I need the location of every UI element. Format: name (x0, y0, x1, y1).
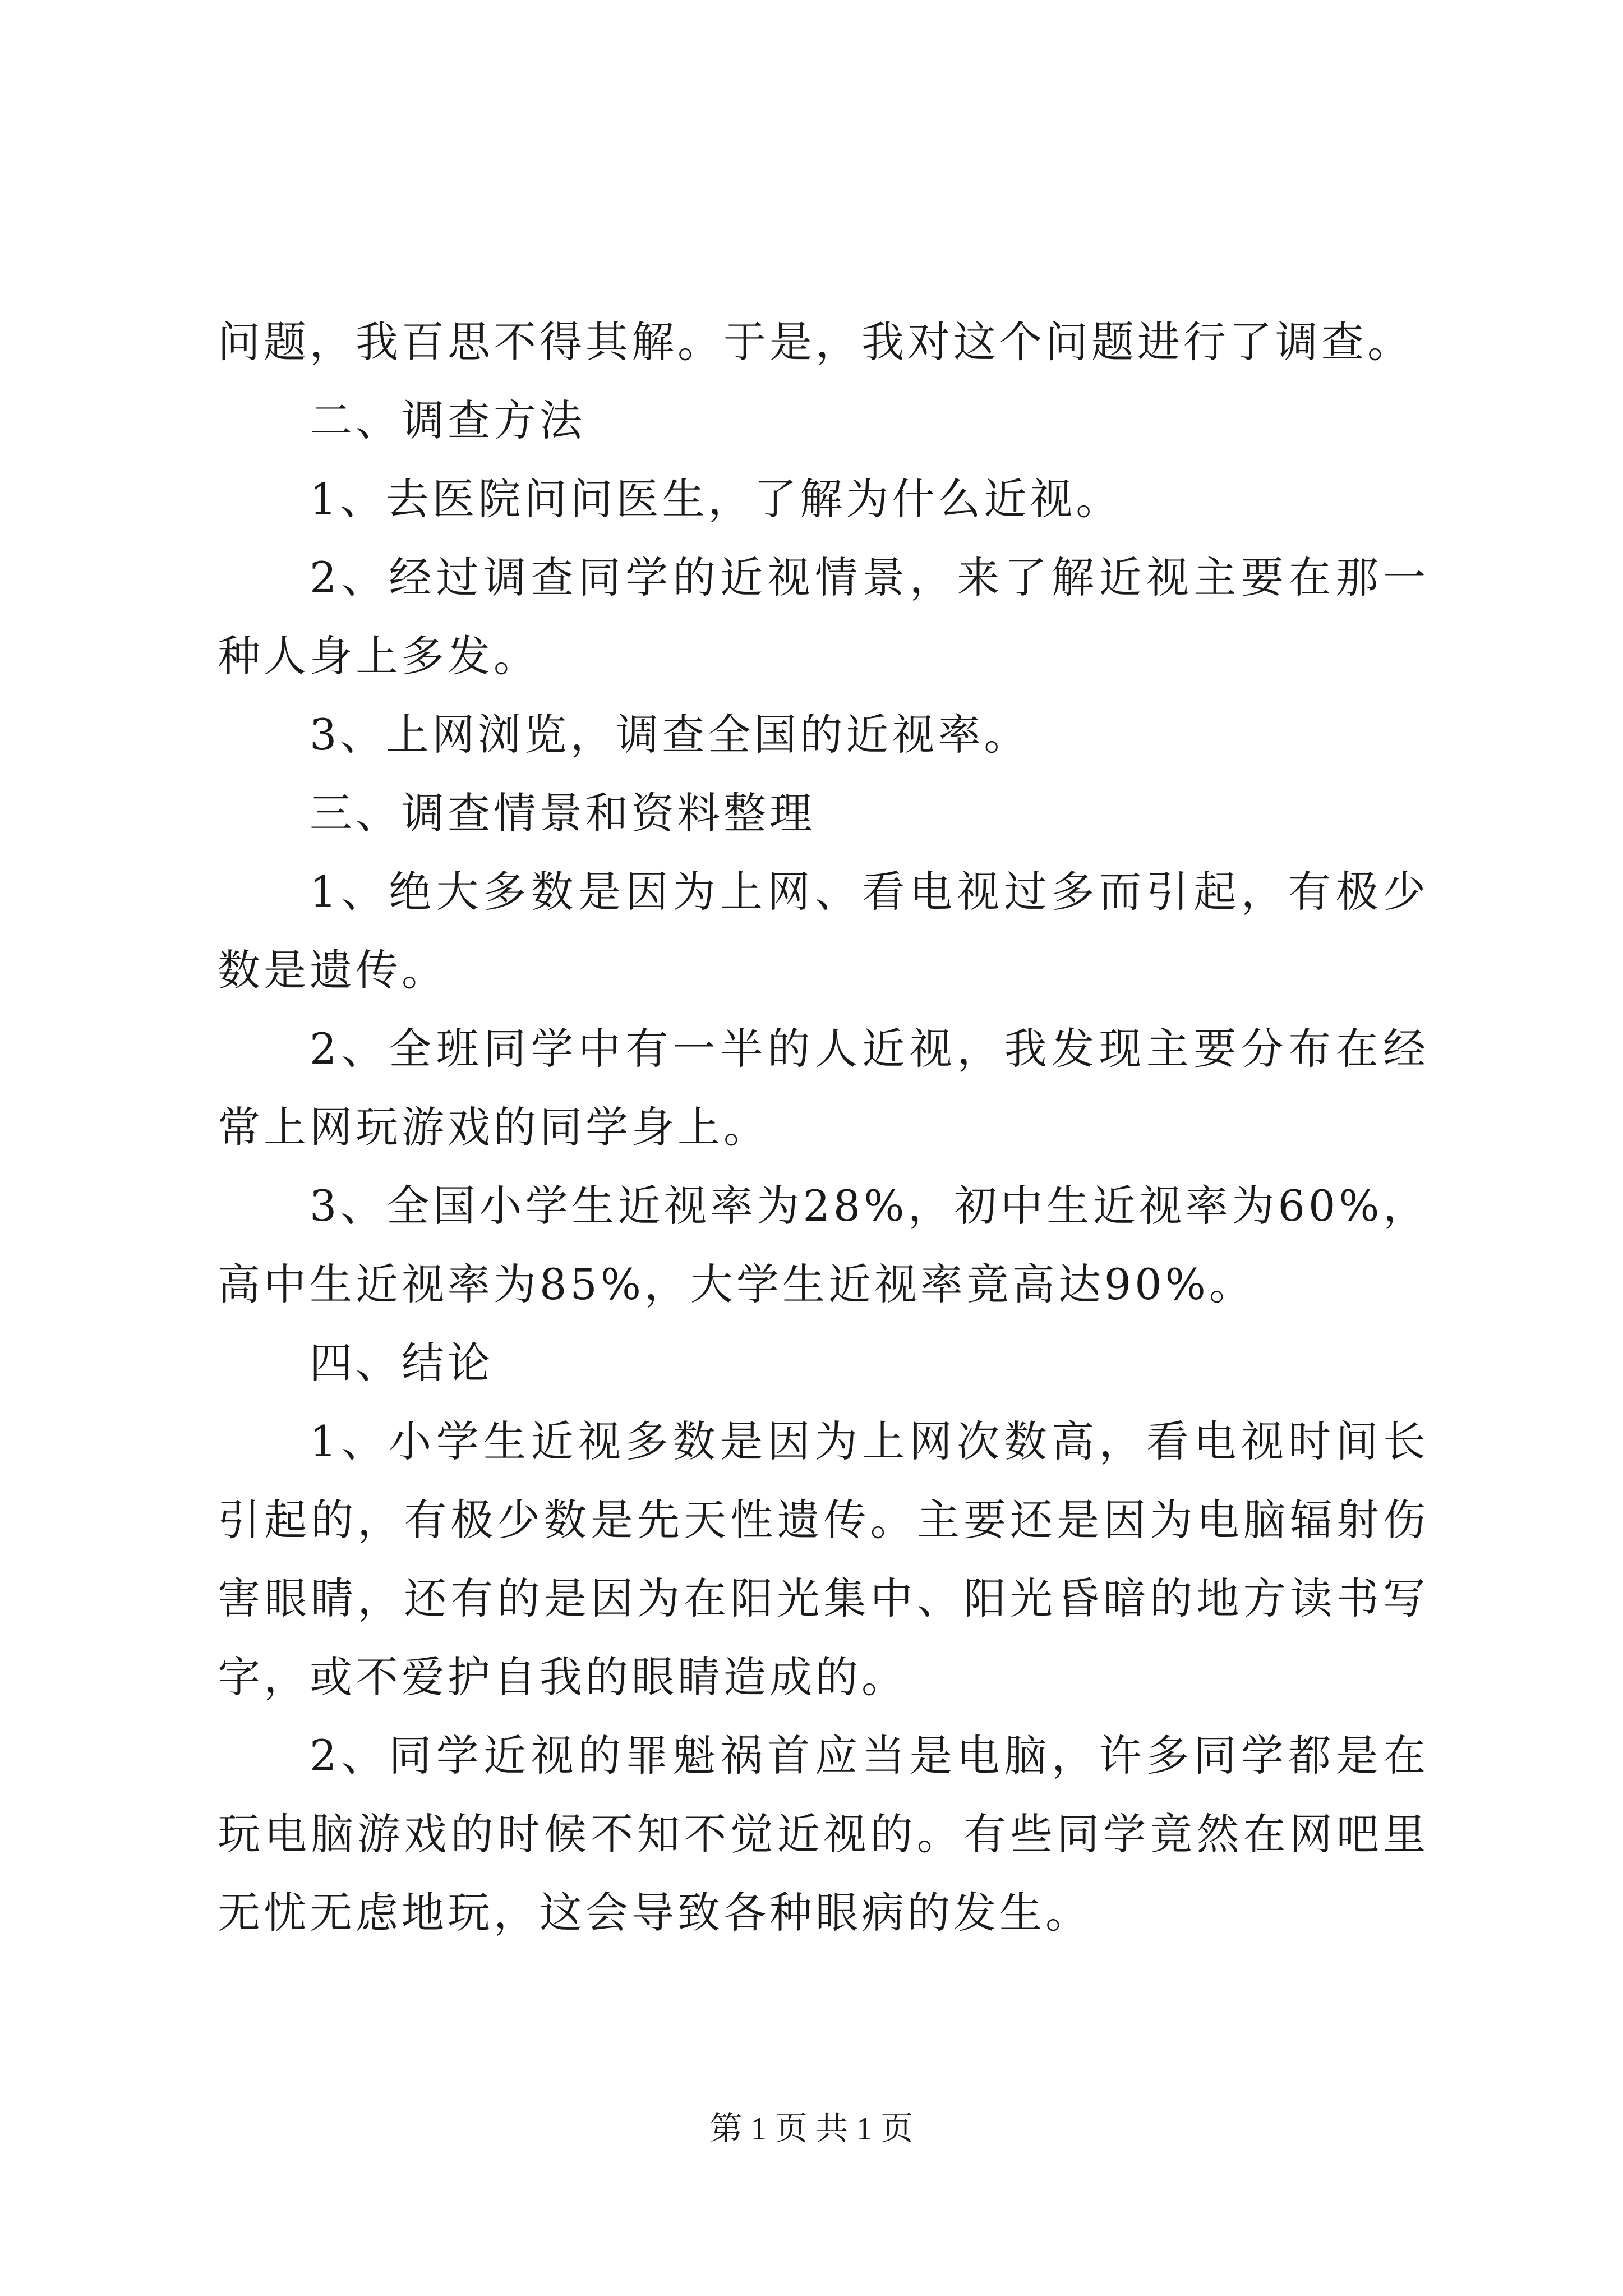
paragraph: 问题，我百思不得其解。于是，我对这个问题进行了调查。 (218, 317, 1413, 367)
paragraph: 1、去医院问问医生，了解为什么近视。 (310, 474, 1122, 524)
section-heading-findings: 三、调查情景和资料整理 (310, 788, 815, 838)
page-footer (0, 2106, 1623, 2151)
paragraph: 2、全班同学中有一半的人近视，我发现主要分布在经常上网玩游戏的同学身上。 (218, 1024, 1429, 1152)
paragraph: 1、小学生近视多数是因为上网次数高，看电视时间长引起的，有极少数是先天性遗传。主要还是因为电脑辐射伤害眼睛，还有的是因为在阳光集中、阳光昏暗的地方读书写字，或不爱护自我的眼睛造成的。 (218, 1416, 1429, 1702)
document-body (218, 303, 1429, 1952)
paragraph: 3、上网浏览，调查全国的近视率。 (310, 710, 1030, 760)
paragraph: 2、经过调查同学的近视情景，来了解近视主要在那一种人身上多发。 (218, 553, 1429, 681)
section-heading-conclusion: 四、结论 (310, 1338, 494, 1388)
paragraph: 1、绝大多数是因为上网、看电视过多而引起，有极少数是遗传。 (218, 867, 1429, 995)
page-number-label: 第 1 页 共 1 页 (709, 2110, 914, 2147)
paragraph: 3、全国小学生近视率为28%，初中生近视率为60%，高中生近视率为85%，大学生近视率竟高达90%。 (218, 1181, 1429, 1309)
section-heading-methods: 二、调查方法 (310, 395, 585, 445)
paragraph: 2、同学近视的罪魁祸首应当是电脑，许多同学都是在玩电脑游戏的时候不知不觉近视的。有些同学竟然在网吧里无忧无虑地玩，这会导致各种眼病的发生。 (218, 1731, 1429, 1938)
